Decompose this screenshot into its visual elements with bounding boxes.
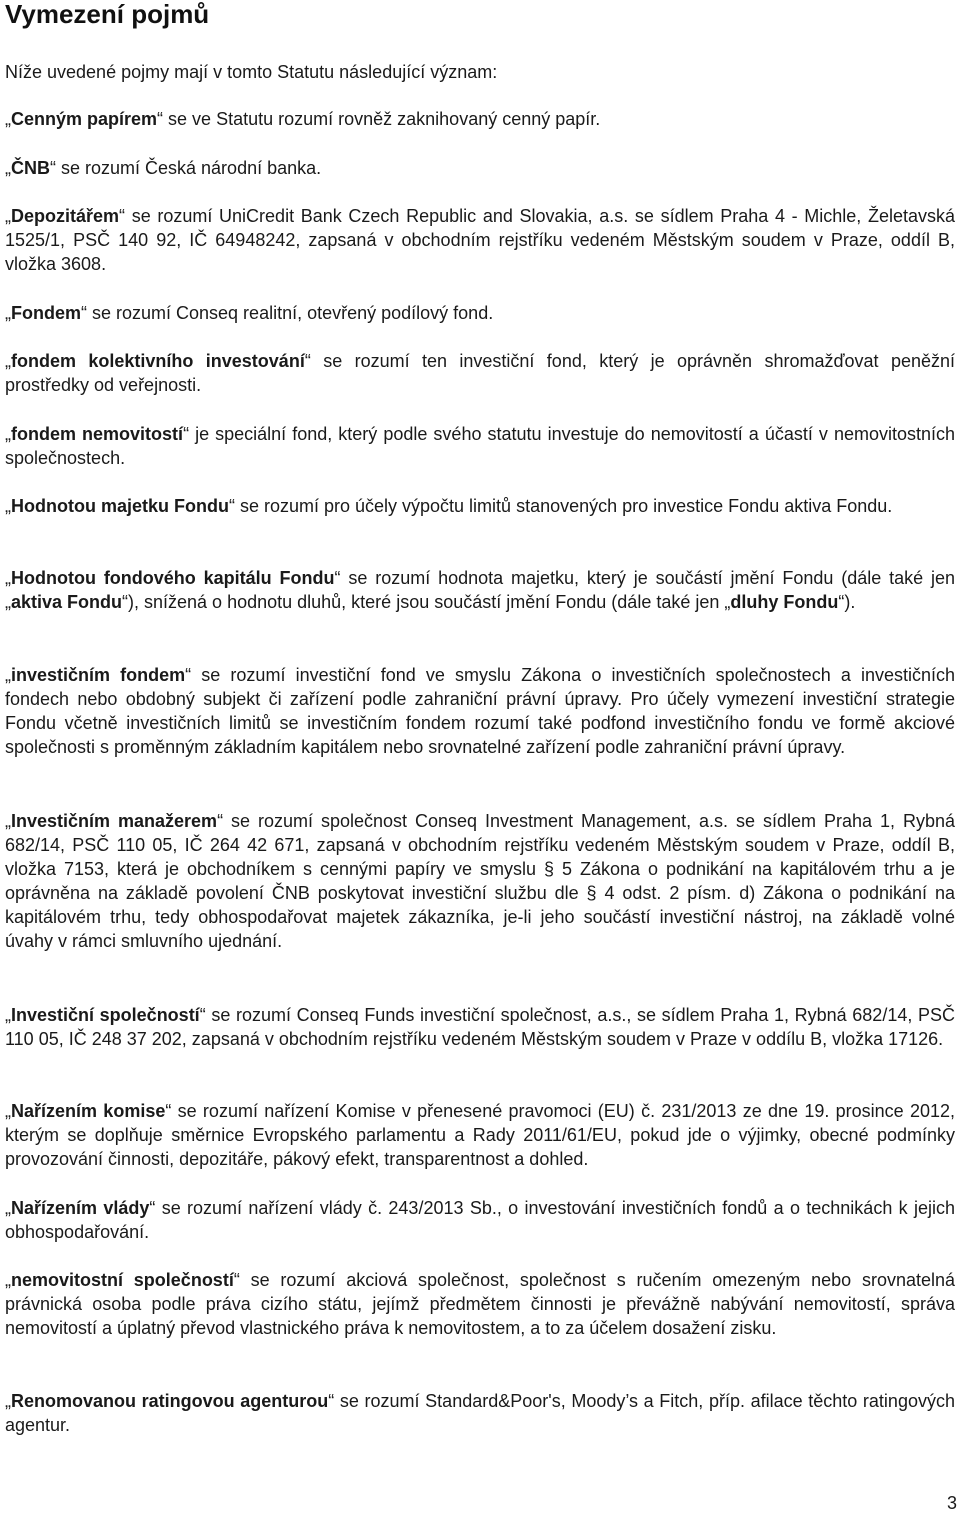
- term: Nařízením vlády: [11, 1198, 150, 1218]
- term: Hodnotou fondového kapitálu Fondu: [11, 568, 335, 588]
- definition-cenny-papir: „Cenným papírem“ se ve Statutu rozumí rovněž zaknihovaný cenný papír.: [5, 109, 601, 129]
- term: Cenným papírem: [11, 109, 158, 129]
- term: aktiva Fondu: [11, 592, 123, 612]
- term: investičním fondem: [11, 665, 186, 685]
- term: dluhy Fondu: [730, 592, 839, 612]
- term: Nařízením komise: [11, 1101, 166, 1121]
- page-title: Vymezení pojmů: [5, 0, 210, 29]
- term: Renomovanou ratingovou agenturou: [11, 1391, 329, 1411]
- term: Hodnotou majetku Fondu: [11, 496, 229, 516]
- definition-fond-kolektivniho-investovani: „fondem kolektivního investování“ se rozumí ten investiční fond, který je oprávněn shromažďovat peněžní prostředky od veřejnosti.: [5, 351, 955, 395]
- definition-ratingova-agentura: „Renomovanou ratingovou agenturou“ se rozumí Standard&Poor's, Moody’s a Fitch, příp. afilace těchto ratingových agentur.: [5, 1391, 955, 1435]
- term: fondem nemovitostí: [11, 424, 184, 444]
- definition-depozitar: „Depozitářem“ se rozumí UniCredit Bank Czech Republic and Slovakia, a.s. se sídlem Praha 4 - Michle, Želetavská 1525/1, PSČ 140 92, IČ 64948242, zapsaná v obchodním rejstříku vedeném Městským soudem v Praze, oddíl B, vložka 3608.: [5, 206, 955, 274]
- definition-hodnota-fondoveho-kapitalu: „Hodnotou fondového kapitálu Fondu“ se rozumí hodnota majetku, který je součástí jmění Fondu (dále také jen „aktiva Fondu“), snížená o hodnotu dluhů, které jsou součástí jmění Fondu (dále také jen „dluhy Fondu“).: [5, 568, 955, 612]
- page-number: 3: [946, 1493, 957, 1513]
- definition-fond: „Fondem“ se rozumí Conseq realitní, otevřený podílový fond.: [5, 303, 494, 323]
- term: nemovitostní společností: [11, 1270, 234, 1290]
- definition-investicni-manazer: „Investičním manažerem“ se rozumí společnost Conseq Investment Management, a.s. se sídlem Praha 1, Rybná 682/14, PSČ 110 05, IČ 264 42 671, zapsaná v obchodním rejstříku vedeném Městským soudem v Praze, oddíl B, vložka 7153, která je obchodníkem s cennými papíry ve smyslu § 5 Zákona o podnikání na kapitálovém trhu a je oprávněna na základě povolení ČNB poskytovat investiční službu dle § 4 odst. 2 písm. d) Zákona o podnikání na kapitálovém trhu, tedy obhospodařovat majetek zákazníka, je-li jeho součástí investiční nástroj, na základě volné úvahy v rámci smluvního ujednání.: [5, 811, 956, 951]
- definition-narizeni-komise: „Nařízením komise“ se rozumí nařízení Komise v přenesené pravomoci (EU) č. 231/2013 ze dne 19. prosince 2012, kterým se doplňuje směrnice Evropského parlamentu a Rady 2011/61/EU, pokud jde o výjimky, obecné podmínky provozování činnosti, depozitáře, pákový efekt, transparentnost a dohled.: [5, 1101, 956, 1169]
- definition-investicni-fond: „investičním fondem“ se rozumí investiční fond ve smyslu Zákona o investičních společnostech a investičních fondech nebo obdobný subjekt či zařízení podle zahraniční právní úpravy. Pro účely vymezení investiční strategie Fondu včetně investičních limitů se investičním fondem rozumí také podfond investičního fondu ve formě akciové společnosti s proměnným základním kapitálem nebo srovnatelné zařízení podle zahraniční právní úpravy.: [5, 665, 956, 757]
- term: Investiční společností: [11, 1005, 200, 1025]
- definition-hodnota-majetku: „Hodnotou majetku Fondu“ se rozumí pro účely výpočtu limitů stanovených pro investice Fondu aktiva Fondu.: [5, 496, 893, 516]
- definition-investicni-spolecnost: „Investiční společností“ se rozumí Conseq Funds investiční společnost, a.s., se sídlem Praha 1, Rybná 682/14, PSČ 110 05, IČ 248 37 202, zapsaná v obchodním rejstříku vedeném Městským soudem v Praze v oddílu B, vložka 17126.: [5, 1005, 955, 1049]
- term: Investičním manažerem: [11, 811, 218, 831]
- definition-cnb: „ČNB“ se rozumí Česká národní banka.: [5, 158, 322, 178]
- term: Fondem: [11, 303, 81, 323]
- term: ČNB: [11, 158, 50, 178]
- term: fondem kolektivního investování: [11, 351, 305, 371]
- intro-text: Níže uvedené pojmy mají v tomto Statutu následující význam:: [5, 62, 498, 82]
- definition-nemovitostni-spolecnost: „nemovitostní společností“ se rozumí akciová společnost, společnost s ručením omezeným nebo srovnatelná právnická osoba podle práva cizího státu, jejímž předmětem činnosti je převážně nabývání nemovitostí, správa nemovitostí a úplatný převod vlastnického práva k nemovitostem, a to za účelem dosažení zisku.: [5, 1270, 956, 1338]
- definition-narizeni-vlady: „Nařízením vlády“ se rozumí nařízení vlády č. 243/2013 Sb., o investování investičních fondů a o technikách k jejich obhospodařování.: [5, 1198, 955, 1242]
- definition-fond-nemovitosti: „fondem nemovitostí“ je speciální fond, který podle svého statutu investuje do nemovitostí a účastí v nemovitostních společnostech.: [5, 424, 956, 468]
- term: Depozitářem: [11, 206, 120, 226]
